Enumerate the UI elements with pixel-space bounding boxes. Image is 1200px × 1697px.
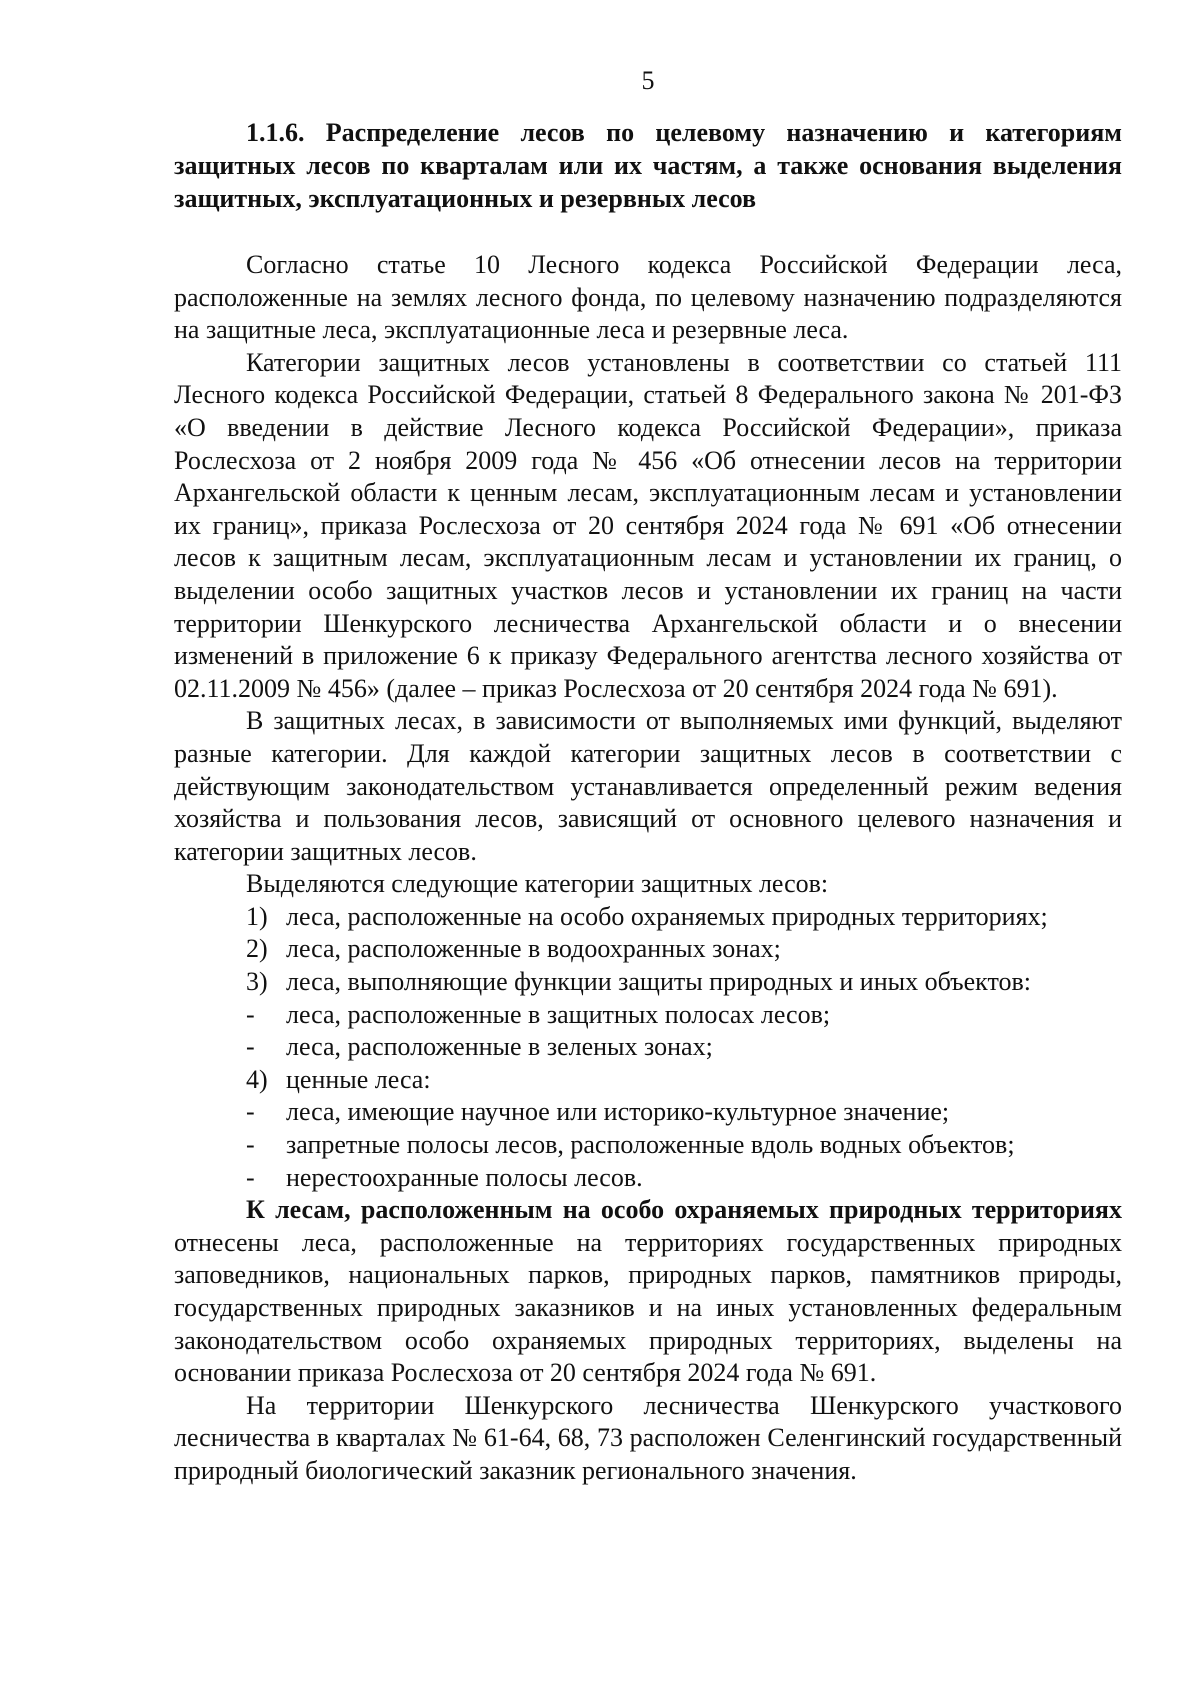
paragraph-categories-lead: Выделяются следующие категории защитных лесов:	[246, 869, 829, 899]
list-item-text: ценные леса:	[286, 1064, 431, 1094]
paragraph-protected-territories	[174, 1194, 1122, 1390]
protective-forest-categories-list	[174, 901, 1122, 1194]
paragraph-forest-purpose: Согласно статье 10 Лесного кодекса Российской Федерации леса, расположенные на землях лесного фонда, по целевому назначению подразделяются на защитные леса, эксплуатационные леса и резервные леса.	[174, 250, 1122, 345]
list-item-text: леса, расположенные на особо охраняемых природных территориях;	[286, 901, 1048, 931]
list-marker: 4)	[246, 1064, 268, 1094]
list-item-text: леса, расположенные в зеленых зонах;	[286, 1032, 713, 1062]
page-number: 5	[641, 66, 655, 95]
list-item-text: леса, расположенные в водоохранных зонах;	[286, 934, 781, 964]
document-page	[174, 66, 1122, 1488]
list-item-text: леса, расположенные в защитных полосах лесов;	[286, 999, 831, 1029]
list-item-text: леса, выполняющие функции защиты природных и иных объектов:	[286, 967, 1031, 997]
list-item	[174, 933, 1122, 966]
list-marker: -	[246, 999, 255, 1029]
paragraph-protected-territories-text: отнесены леса, расположенные на территориях государственных природных заповедников, национальных парков, природных парков, памятников природы, государственных природных заказников и на иных установленных федеральным законодательством особо охраняемых природных территориях, выделены на основании приказа Рослесхоза от 20 сентября 2024 года № 691.	[174, 1227, 1122, 1388]
list-item-text: нерестоохранные полосы лесов.	[286, 1162, 643, 1192]
list-item-text: леса, имеющие научное или историко-культурное значение;	[286, 1097, 950, 1127]
list-item	[174, 901, 1122, 934]
list-item	[174, 1096, 1122, 1129]
list-item	[174, 999, 1122, 1032]
list-item	[174, 966, 1122, 999]
list-marker: -	[246, 1097, 255, 1127]
bold-lead-phrase: К лесам, расположенным на особо охраняемых природных территориях	[246, 1195, 1122, 1225]
list-item	[174, 1162, 1122, 1195]
list-item-text: запретные полосы лесов, расположенные вдоль водных объектов;	[286, 1130, 1015, 1160]
section-heading: 1.1.6. Распределение лесов по целевому назначению и категориям защитных лесов по кварталам или их частям, а также основания выделения защитных, эксплуатационных и резервных лесов	[174, 118, 1122, 213]
list-marker: -	[246, 1130, 255, 1160]
list-marker: -	[246, 1162, 255, 1192]
paragraph-selenga-reserve: На территории Шенкурского лесничества Шенкурского участкового лесничества в кварталах № 61-64, 68, 73 расположен Селенгинский государственный природный биологический заказник регионального значения.	[174, 1390, 1122, 1485]
list-marker: 2)	[246, 934, 268, 964]
list-marker: -	[246, 1032, 255, 1062]
list-item	[174, 1031, 1122, 1064]
list-item	[174, 1064, 1122, 1097]
paragraph-categories-intro: В защитных лесах, в зависимости от выполняемых ими функций, выделяют разные категории. Для каждой категории защитных лесов в соответствии с действующим законодательством устанавливается определенный режим ведения хозяйства и пользования лесов, зависящий от основного целевого назначения и категории защитных лесов.	[174, 706, 1122, 866]
paragraph-legal-basis: Категории защитных лесов установлены в соответствии со статьей 111 Лесного кодекса Российской Федерации, статьей 8 Федерального закона № 201-ФЗ «О введении в действие Лесного кодекса Российской Федерации», приказа Рослесхоза от 2 ноября 2009 года № 456 «Об отнесении лесов на территории Архангельской области к ценным лесам, эксплуатационным лесам и установлении их границ», приказа Рослесхоза от 20 сентября 2024 года № 691 «Об отнесении лесов к защитным лесам, эксплуатационным лесам и установлении их границ, о выделении особо защитных участков лесов и установлении их границ на части территории Шенкурского лесничества Архангельской области и о внесении изменений в приложение 6 к приказу Федерального агентства лесного хозяйства от 02.11.2009 № 456» (далее – приказ Рослесхоза от 20 сентября 2024 года № 691).	[174, 347, 1122, 703]
list-marker: 1)	[246, 901, 268, 931]
list-item	[174, 1129, 1122, 1162]
list-marker: 3)	[246, 967, 268, 997]
